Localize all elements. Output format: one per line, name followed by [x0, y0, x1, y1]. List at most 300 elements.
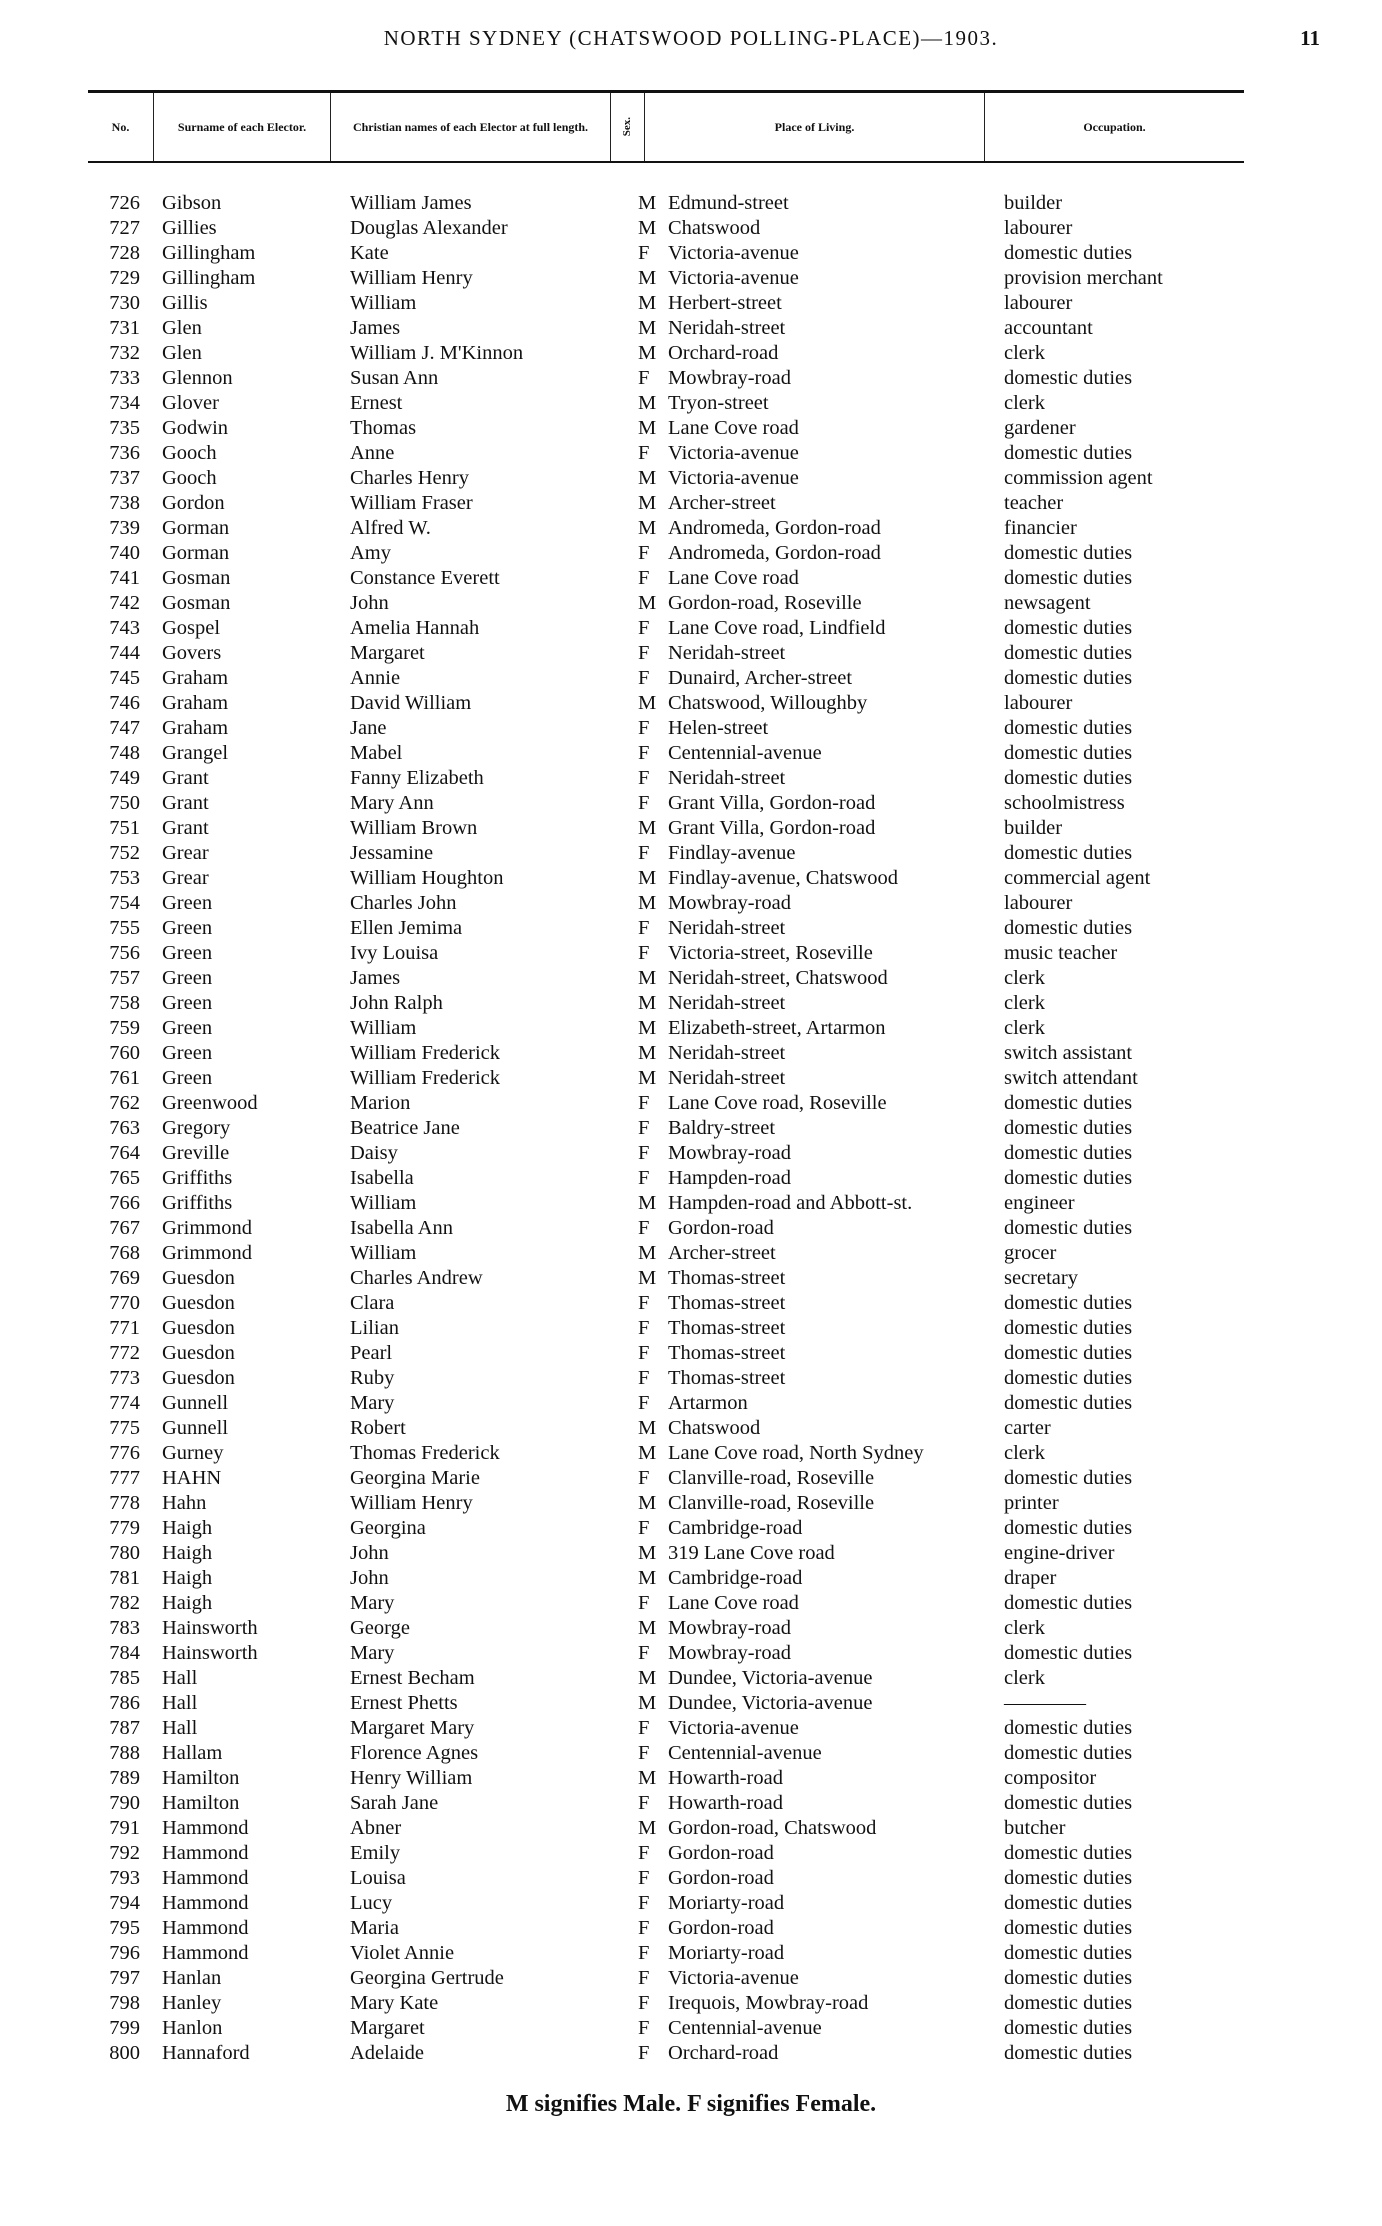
elector-number: 776 [109, 1442, 140, 1464]
surname: Griffiths [162, 1192, 233, 1214]
sex: F [638, 1967, 650, 1989]
table-row [0, 1366, 1382, 1391]
table-row [0, 516, 1382, 541]
sex: M [638, 267, 657, 289]
sex: F [638, 1467, 650, 1489]
table-row [0, 216, 1382, 241]
table-row [0, 591, 1382, 616]
table-row [0, 1091, 1382, 1116]
elector-number: 734 [109, 392, 140, 414]
place-of-living: Hampden-road [668, 1167, 791, 1189]
occupation: labourer [1004, 692, 1073, 714]
table-row [0, 1941, 1382, 1966]
elector-number: 749 [109, 767, 140, 789]
occupation: domestic duties [1004, 567, 1133, 589]
place-of-living: Chatswood [668, 217, 761, 239]
place-of-living: Victoria-avenue [668, 242, 799, 264]
sex: F [638, 1942, 650, 1964]
sex: F [638, 717, 650, 739]
christian-names: Maria [350, 1917, 399, 1939]
occupation: domestic duties [1004, 367, 1133, 389]
elector-number: 767 [109, 1217, 140, 1239]
surname: Grant [162, 792, 209, 814]
column-header-sex [611, 93, 645, 161]
page-header [0, 26, 1382, 56]
occupation: clerk [1004, 1442, 1045, 1464]
surname: Green [162, 992, 213, 1014]
place-of-living: Victoria-avenue [668, 1717, 799, 1739]
surname: Hanlon [162, 2017, 223, 2039]
place-of-living: Mowbray-road [668, 1142, 791, 1164]
table-row [0, 1866, 1382, 1891]
surname: Green [162, 1017, 213, 1039]
table-row [0, 1166, 1382, 1191]
occupation: commercial agent [1004, 867, 1151, 889]
sex: M [638, 1017, 657, 1039]
place-of-living: Orchard-road [668, 2042, 779, 2064]
place-of-living: Lane Cove road [668, 417, 799, 439]
christian-names: Kate [350, 242, 389, 264]
surname: Gunnell [162, 1392, 229, 1414]
occupation: domestic duties [1004, 742, 1133, 764]
elector-number: 784 [109, 1642, 140, 1664]
sex: M [638, 392, 657, 414]
occupation: domestic duties [1004, 1367, 1133, 1389]
sex: M [638, 292, 657, 314]
christian-names: William Fraser [350, 492, 473, 514]
occupation: domestic duties [1004, 1592, 1133, 1614]
surname: Green [162, 1042, 213, 1064]
elector-number: 760 [109, 1042, 140, 1064]
occupation: clerk [1004, 1667, 1045, 1689]
elector-number: 790 [109, 1792, 140, 1814]
surname: Graham [162, 692, 229, 714]
place-of-living: Helen-street [668, 717, 769, 739]
table-row [0, 766, 1382, 791]
table-row [0, 391, 1382, 416]
occupation: domestic duties [1004, 667, 1133, 689]
place-of-living: Thomas-street [668, 1367, 786, 1389]
sex: M [638, 1492, 657, 1514]
sex: F [638, 2017, 650, 2039]
christian-names: Annie [350, 667, 401, 689]
occupation: domestic duties [1004, 1967, 1133, 1989]
surname: Gillies [162, 217, 217, 239]
place-of-living: Artarmon [668, 1392, 748, 1414]
table-row [0, 1966, 1382, 1991]
table-row [0, 791, 1382, 816]
elector-number: 787 [109, 1717, 140, 1739]
sex: F [638, 367, 650, 389]
elector-number: 732 [109, 342, 140, 364]
place-of-living: Thomas-street [668, 1342, 786, 1364]
sex: F [638, 1592, 650, 1614]
occupation: commission agent [1004, 467, 1153, 489]
sex: F [638, 1517, 650, 1539]
table-row [0, 1066, 1382, 1091]
occupation: domestic duties [1004, 1942, 1133, 1964]
occupation: grocer [1004, 1242, 1057, 1264]
sex: M [638, 992, 657, 1014]
sex: M [638, 1417, 657, 1439]
christian-names: William J. M'Kinnon [350, 342, 524, 364]
elector-number: 755 [109, 917, 140, 939]
place-of-living: Victoria-street, Roseville [668, 942, 873, 964]
elector-number: 775 [109, 1417, 140, 1439]
sex: M [638, 467, 657, 489]
sex: F [638, 542, 650, 564]
surname: Guesdon [162, 1367, 235, 1389]
table-row [0, 1891, 1382, 1916]
occupation: domestic duties [1004, 242, 1133, 264]
elector-number: 789 [109, 1767, 140, 1789]
occupation: gardener [1004, 417, 1076, 439]
place-of-living: Thomas-street [668, 1292, 786, 1314]
christian-names: Mary [350, 1392, 395, 1414]
sex: F [638, 767, 650, 789]
elector-number: 796 [109, 1942, 140, 1964]
christian-names: Daisy [350, 1142, 398, 1164]
elector-number: 782 [109, 1592, 140, 1614]
sex: F [638, 742, 650, 764]
table-row [0, 966, 1382, 991]
sex: M [638, 817, 657, 839]
table-row [0, 1641, 1382, 1666]
table-row [0, 1441, 1382, 1466]
christian-names: Ruby [350, 1367, 395, 1389]
surname: Graham [162, 717, 229, 739]
occupation: clerk [1004, 1017, 1045, 1039]
table-row [0, 1116, 1382, 1141]
table-row [0, 241, 1382, 266]
christian-names: Ernest [350, 392, 403, 414]
christian-names: John Ralph [350, 992, 443, 1014]
elector-number: 735 [109, 417, 140, 439]
place-of-living: Lane Cove road, Roseville [668, 1092, 887, 1114]
elector-number: 746 [109, 692, 140, 714]
table-row [0, 1516, 1382, 1541]
occupation: switch assistant [1004, 1042, 1133, 1064]
christian-names: Constance Everett [350, 567, 500, 589]
christian-names: Douglas Alexander [350, 217, 508, 239]
elector-number: 733 [109, 367, 140, 389]
occupation: domestic duties [1004, 442, 1133, 464]
page-number: 11 [1300, 26, 1320, 50]
place-of-living: Victoria-avenue [668, 467, 799, 489]
sex: M [638, 1617, 657, 1639]
place-of-living: Dunaird, Archer-street [668, 667, 853, 689]
surname: Hammond [162, 1942, 249, 1964]
table-row [0, 1241, 1382, 1266]
surname: Hammond [162, 1892, 249, 1914]
sex: F [638, 1292, 650, 1314]
place-of-living: Dundee, Victoria-avenue [668, 1692, 873, 1714]
occupation: labourer [1004, 217, 1073, 239]
surname: HAHN [162, 1467, 222, 1489]
christian-names: Beatrice Jane [350, 1117, 460, 1139]
christian-names: Charles Henry [350, 467, 469, 489]
surname: Gooch [162, 467, 217, 489]
occupation: domestic duties [1004, 1317, 1133, 1339]
sex: F [638, 1992, 650, 2014]
place-of-living: Lane Cove road, Lindfield [668, 617, 886, 639]
surname: Gillis [162, 292, 208, 314]
place-of-living: Moriarty-road [668, 1942, 785, 1964]
sex: M [638, 1267, 657, 1289]
christian-names: Henry William [350, 1767, 473, 1789]
table-row [0, 1816, 1382, 1841]
christian-names: Ellen Jemima [350, 917, 463, 939]
sex: M [638, 1042, 657, 1064]
occupation: domestic duties [1004, 1142, 1133, 1164]
elector-number: 777 [109, 1467, 140, 1489]
sex: M [638, 317, 657, 339]
sex: F [638, 617, 650, 639]
sex: F [638, 642, 650, 664]
elector-number: 797 [109, 1967, 140, 1989]
table-row [0, 666, 1382, 691]
table-row [0, 1216, 1382, 1241]
elector-number: 758 [109, 992, 140, 1014]
sex: M [638, 192, 657, 214]
christian-names: Amy [350, 542, 391, 564]
table-row [0, 716, 1382, 741]
surname: Guesdon [162, 1317, 235, 1339]
elector-number: 785 [109, 1667, 140, 1689]
occupation: builder [1004, 192, 1063, 214]
christian-names: Georgina [350, 1517, 426, 1539]
sex: F [638, 1117, 650, 1139]
surname: Grant [162, 817, 209, 839]
place-of-living: Gordon-road [668, 1867, 774, 1889]
place-of-living: Howarth-road [668, 1792, 783, 1814]
christian-names: Louisa [350, 1867, 406, 1889]
place-of-living: Clanville-road, Roseville [668, 1492, 875, 1514]
elector-number: 783 [109, 1617, 140, 1639]
christian-names: John [350, 592, 389, 614]
surname: Grear [162, 842, 209, 864]
elector-number: 764 [109, 1142, 140, 1164]
christian-names: Ernest Phetts [350, 1692, 458, 1714]
surname: Hammond [162, 1867, 249, 1889]
surname: Green [162, 942, 213, 964]
occupation: accountant [1004, 317, 1093, 339]
christian-names: Margaret [350, 642, 425, 664]
sex: F [638, 1342, 650, 1364]
christian-names: Anne [350, 442, 395, 464]
christian-names: William Brown [350, 817, 478, 839]
elector-number: 762 [109, 1092, 140, 1114]
occupation: draper [1004, 1567, 1057, 1589]
occupation: builder [1004, 817, 1063, 839]
christian-names: Alfred W. [350, 517, 431, 539]
table-row [0, 1766, 1382, 1791]
table-row [0, 416, 1382, 441]
table-row [0, 1041, 1382, 1066]
sex: F [638, 1642, 650, 1664]
elector-number: 754 [109, 892, 140, 914]
sex: F [638, 1167, 650, 1189]
surname: Grear [162, 867, 209, 889]
surname: Govers [162, 642, 222, 664]
christian-names: William Frederick [350, 1067, 501, 1089]
surname: Hall [162, 1717, 198, 1739]
place-of-living: Herbert-street [668, 292, 782, 314]
place-of-living: Andromeda, Gordon-road [668, 542, 881, 564]
surname: Gosman [162, 567, 231, 589]
elector-number: 737 [109, 467, 140, 489]
elector-number: 727 [109, 217, 140, 239]
table-row [0, 1791, 1382, 1816]
sex: F [638, 667, 650, 689]
place-of-living: Moriarty-road [668, 1892, 785, 1914]
occupation: newsagent [1004, 592, 1091, 614]
elector-number: 741 [109, 567, 140, 589]
surname: Hammond [162, 1842, 249, 1864]
elector-number: 763 [109, 1117, 140, 1139]
elector-number: 769 [109, 1267, 140, 1289]
surname: Gorman [162, 542, 230, 564]
sex: F [638, 1092, 650, 1114]
elector-number: 773 [109, 1367, 140, 1389]
occupation: domestic duties [1004, 1092, 1133, 1114]
christian-names: William [350, 1017, 417, 1039]
table-row [0, 691, 1382, 716]
elector-number: 753 [109, 867, 140, 889]
place-of-living: Centennial-avenue [668, 2017, 822, 2039]
elector-number: 768 [109, 1242, 140, 1264]
table-row [0, 1566, 1382, 1591]
place-of-living: Mowbray-road [668, 367, 791, 389]
place-of-living: Neridah-street [668, 992, 786, 1014]
sex: M [638, 1667, 657, 1689]
footer-legend: M signifies Male. F signifies Female. [505, 2091, 877, 2117]
elector-number: 731 [109, 317, 140, 339]
table-row [0, 1691, 1382, 1716]
elector-number: 756 [109, 942, 140, 964]
sex: F [638, 1917, 650, 1939]
christian-names: Lilian [350, 1317, 399, 1339]
sex: F [638, 1217, 650, 1239]
surname: Hall [162, 1667, 198, 1689]
table-row [0, 1341, 1382, 1366]
place-of-living: Dundee, Victoria-avenue [668, 1667, 873, 1689]
table-row [0, 1916, 1382, 1941]
place-of-living: Clanville-road, Roseville [668, 1467, 875, 1489]
christian-names: William Frederick [350, 1042, 501, 1064]
surname: Gregory [162, 1117, 231, 1139]
elector-number: 748 [109, 742, 140, 764]
christian-names: Charles Andrew [350, 1267, 483, 1289]
sex: F [638, 1892, 650, 1914]
table-row [0, 2016, 1382, 2041]
occupation: domestic duties [1004, 642, 1133, 664]
column-header-surname: Surname of each Elector. [154, 93, 331, 161]
table-row [0, 1016, 1382, 1041]
occupation: compositor [1004, 1767, 1097, 1789]
sex: M [638, 217, 657, 239]
elector-number: 745 [109, 667, 140, 689]
surname: Gunnell [162, 1417, 229, 1439]
surname: Haigh [162, 1592, 213, 1614]
place-of-living: Centennial-avenue [668, 1742, 822, 1764]
place-of-living: Thomas-street [668, 1317, 786, 1339]
sex: M [638, 967, 657, 989]
elector-number: 791 [109, 1817, 140, 1839]
occupation: clerk [1004, 342, 1045, 364]
sex: F [638, 567, 650, 589]
place-of-living: Archer-street [668, 492, 776, 514]
place-of-living: Archer-street [668, 1242, 776, 1264]
surname: Guesdon [162, 1267, 235, 1289]
occupation: domestic duties [1004, 842, 1133, 864]
christian-names: Emily [350, 1842, 401, 1864]
elector-number: 780 [109, 1542, 140, 1564]
surname: Hall [162, 1692, 198, 1714]
elector-number: 752 [109, 842, 140, 864]
christian-names: Mary Kate [350, 1992, 439, 2014]
occupation: domestic duties [1004, 917, 1133, 939]
occupation: labourer [1004, 292, 1073, 314]
table-row [0, 366, 1382, 391]
christian-names: Sarah Jane [350, 1792, 439, 1814]
place-of-living: Findlay-avenue, Chatswood [668, 867, 899, 889]
christian-names: Ernest Becham [350, 1667, 475, 1689]
table-row [0, 1316, 1382, 1341]
elector-number: 798 [109, 1992, 140, 2014]
surname: Hannaford [162, 2042, 250, 2064]
surname: Grimmond [162, 1217, 252, 1239]
elector-number: 730 [109, 292, 140, 314]
place-of-living: Victoria-avenue [668, 1967, 799, 1989]
occupation: clerk [1004, 392, 1045, 414]
occupation: switch attendant [1004, 1067, 1138, 1089]
elector-number: 781 [109, 1567, 140, 1589]
elector-number: 770 [109, 1292, 140, 1314]
sex: M [638, 1067, 657, 1089]
table-row [0, 491, 1382, 516]
sex: M [638, 1242, 657, 1264]
place-of-living: Gordon-road, Roseville [668, 592, 862, 614]
table-row [0, 1616, 1382, 1641]
place-of-living: Neridah-street [668, 1067, 786, 1089]
surname: Hanley [162, 1992, 222, 2014]
occupation: domestic duties [1004, 1867, 1133, 1889]
occupation: domestic duties [1004, 1642, 1133, 1664]
table-row [0, 616, 1382, 641]
elector-number: 757 [109, 967, 140, 989]
sex: M [638, 1817, 657, 1839]
sex: F [638, 917, 650, 939]
surname: Glen [162, 342, 202, 364]
place-of-living: Mowbray-road [668, 1642, 791, 1664]
table-row [0, 441, 1382, 466]
table-row [0, 1716, 1382, 1741]
occupation: printer [1004, 1492, 1059, 1514]
sex: M [638, 892, 657, 914]
christian-names: James [350, 317, 401, 339]
occupation: domestic duties [1004, 1742, 1133, 1764]
sex: M [638, 1767, 657, 1789]
occupation: domestic duties [1004, 1917, 1133, 1939]
surname: Glennon [162, 367, 233, 389]
elector-number: 772 [109, 1342, 140, 1364]
place-of-living: Elizabeth-street, Artarmon [668, 1017, 886, 1039]
place-of-living: Neridah-street [668, 767, 786, 789]
christian-names: Margaret [350, 2017, 425, 2039]
place-of-living: Thomas-street [668, 1267, 786, 1289]
surname: Guesdon [162, 1292, 235, 1314]
